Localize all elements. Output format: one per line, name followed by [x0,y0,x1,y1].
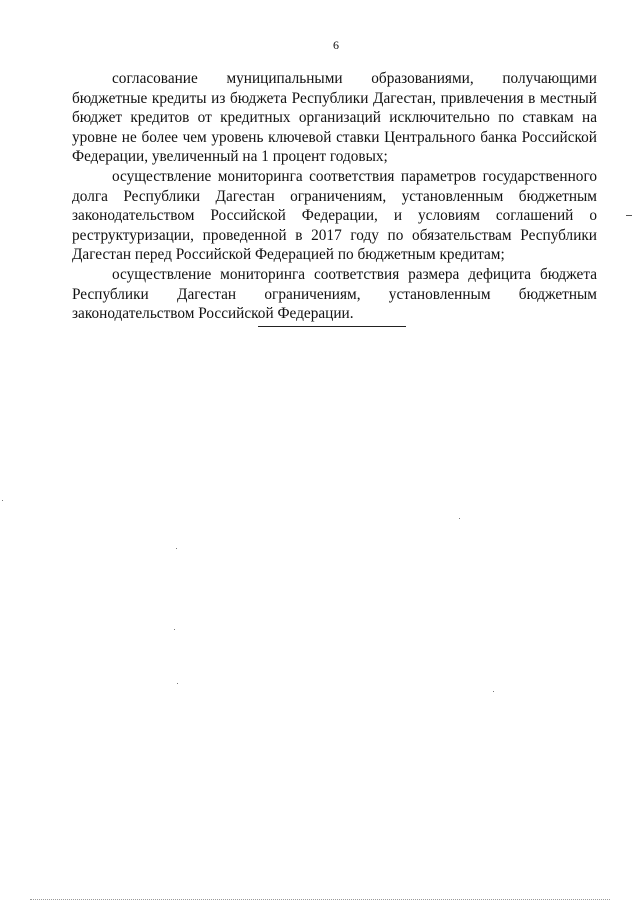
paragraph-municipal-credits: согласование муниципальными образованиями, получающими бюджетные кредиты из бюджета Республики Дагестан, привлечения в местный бюджет кредитов от кредитных организаций исключительно по ставкам на уровне не более чем уровень ключевой ставки Центрального банка Российской Федерации, увеличенный на 1 процент годовых; [72,70,597,166]
paragraph-deficit-monitoring: осуществление мониторинга соответствия размера дефицита бюджета Республики Дагестан ограничениям, установленным бюджетным законодательством Российской Федерации. [72,265,597,323]
scan-speck [493,691,494,692]
scan-edge-mark [626,215,632,216]
scan-speck [174,629,175,630]
page-number: 6 [333,38,339,52]
scan-bottom-noise [30,899,610,900]
scan-speck [2,500,3,501]
closing-rule [258,326,406,327]
document-body [72,69,597,324]
scan-speck [177,683,178,684]
scan-speck [459,518,460,519]
paragraph-debt-monitoring: осуществление мониторинга соответствия параметров государственного долга Республики Дагестан ограничениям, установленным бюджетным законодательством Российской Федерации, и условиям соглашений о реструктуризации, проведенной в 2017 году по обязательствам Республики Дагестан перед Российской Федерацией по бюджетным кредитам; [72,167,597,264]
scan-speck [176,548,177,549]
